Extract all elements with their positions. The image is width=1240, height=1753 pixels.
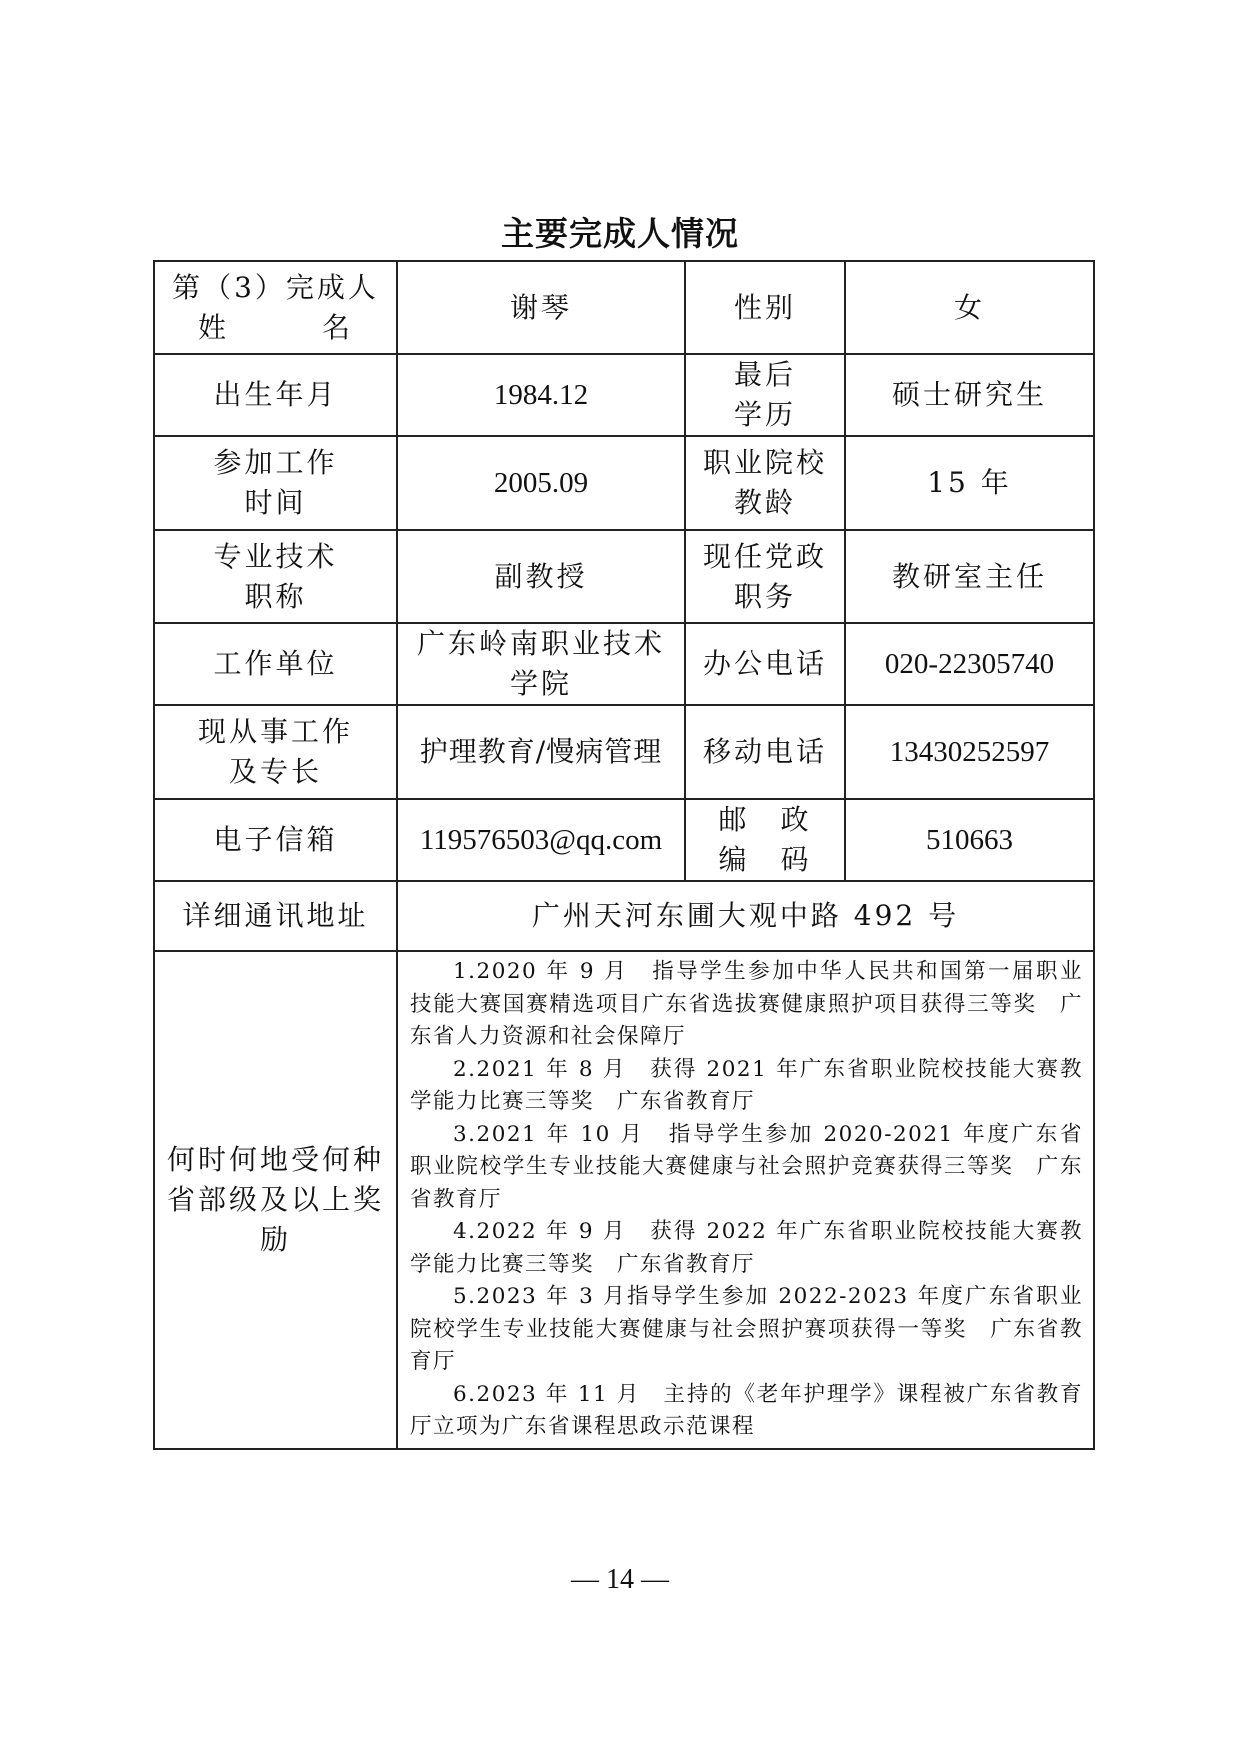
awards-list bbox=[397, 951, 1094, 1449]
table-row bbox=[154, 623, 1094, 705]
specialty-value: 护理教育/慢病管理 bbox=[397, 705, 685, 799]
party-post-label-line1: 现任党政 bbox=[702, 539, 827, 573]
office-phone-value: 020-22305740 bbox=[845, 623, 1094, 705]
table-row bbox=[154, 705, 1094, 799]
teaching-years-label-cell bbox=[685, 436, 845, 530]
name-value: 谢琴 bbox=[397, 261, 685, 354]
employer-value-line1: 广东岭南职业技术 bbox=[416, 627, 665, 660]
prof-title-label-cell bbox=[154, 530, 397, 623]
awards-label-line2: 省部级及以上奖励 bbox=[166, 1182, 384, 1256]
education-label-line2: 学历 bbox=[733, 398, 796, 431]
email-value: 119576503@qq.com bbox=[397, 799, 685, 881]
name-label-cell bbox=[154, 261, 397, 354]
postcode-label-cell bbox=[685, 799, 845, 881]
table-row bbox=[154, 951, 1094, 1449]
prof-title-value: 副教授 bbox=[397, 530, 685, 623]
name-label-line1: 第（3）完成人 bbox=[172, 270, 379, 304]
education-label-cell bbox=[685, 354, 845, 436]
table-row bbox=[154, 354, 1094, 436]
prof-title-label-line2: 职称 bbox=[244, 579, 307, 613]
awards-label-cell bbox=[154, 951, 397, 1449]
teaching-years-label-line2: 教龄 bbox=[733, 486, 796, 519]
award-item: 6.2023 年 11 月 主持的《老年护理学》课程被广东省教育厅立项为广东省课程思政示范课程 bbox=[410, 1381, 1083, 1439]
teaching-years-label-line1: 职业院校 bbox=[702, 446, 827, 479]
email-label: 电子信箱 bbox=[154, 799, 397, 881]
table-row bbox=[154, 799, 1094, 881]
info-table bbox=[153, 260, 1095, 1450]
work-start-label-line1: 参加工作 bbox=[213, 446, 338, 479]
office-phone-label: 办公电话 bbox=[685, 623, 845, 705]
gender-value: 女 bbox=[845, 261, 1094, 354]
gender-label: 性别 bbox=[685, 261, 845, 354]
page-title: 主要完成人情况 bbox=[501, 214, 739, 253]
specialty-label-line2: 及专长 bbox=[228, 755, 322, 788]
postcode-label-line1: 邮 政 bbox=[718, 803, 812, 836]
postcode-value: 510663 bbox=[845, 799, 1094, 881]
specialty-label-line1: 现从事工作 bbox=[197, 715, 353, 748]
work-start-label-line2: 时间 bbox=[244, 486, 307, 519]
awards-label-line1: 何时何地受何种 bbox=[166, 1142, 384, 1176]
page-number: — 14 — bbox=[571, 1564, 669, 1595]
employer-value-cell bbox=[397, 623, 685, 705]
award-item: 2.2021 年 8 月 获得 2021 年广东省职业院校技能大赛教学能力比赛三等奖 广东省教育厅 bbox=[410, 1056, 1083, 1114]
mobile-phone-label: 移动电话 bbox=[685, 705, 845, 799]
table-row bbox=[154, 530, 1094, 623]
employer-label: 工作单位 bbox=[154, 623, 397, 705]
name-label-line2: 姓 名 bbox=[197, 310, 353, 344]
party-post-label-line2: 职务 bbox=[733, 579, 796, 613]
teaching-years-value: 15 年 bbox=[845, 436, 1094, 530]
specialty-label-cell bbox=[154, 705, 397, 799]
award-item: 1.2020 年 9 月 指导学生参加中华人民共和国第一届职业技能大赛国赛精选项目广东省选拔赛健康照护项目获得三等奖 广东省人力资源和社会保障厅 bbox=[410, 959, 1083, 1049]
work-start-label-cell bbox=[154, 436, 397, 530]
table-row bbox=[154, 881, 1094, 951]
postcode-label-line2: 编 码 bbox=[718, 843, 812, 876]
award-item: 5.2023 年 3 月指导学生参加 2022-2023 年度广东省职业院校学生专业技能大赛健康与社会照护赛项获得一等奖 广东省教育厅 bbox=[410, 1284, 1083, 1374]
party-post-value: 教研室主任 bbox=[845, 530, 1094, 623]
birth-value: 1984.12 bbox=[397, 354, 685, 436]
address-value: 广州天河东圃大观中路 492 号 bbox=[397, 881, 1094, 951]
table-row bbox=[154, 261, 1094, 354]
address-label: 详细通讯地址 bbox=[154, 881, 397, 951]
employer-value-line2: 学院 bbox=[509, 667, 572, 700]
work-start-value: 2005.09 bbox=[397, 436, 685, 530]
award-item: 4.2022 年 9 月 获得 2022 年广东省职业院校技能大赛教学能力比赛三等奖 广东省教育厅 bbox=[410, 1219, 1083, 1277]
table-row bbox=[154, 436, 1094, 530]
birth-label: 出生年月 bbox=[154, 354, 397, 436]
education-label-line1: 最后 bbox=[733, 358, 796, 391]
education-value: 硕士研究生 bbox=[845, 354, 1094, 436]
prof-title-label-line1: 专业技术 bbox=[213, 539, 338, 573]
mobile-phone-value: 13430252597 bbox=[845, 705, 1094, 799]
party-post-label-cell bbox=[685, 530, 845, 623]
award-item: 3.2021 年 10 月 指导学生参加 2020-2021 年度广东省职业院校学生专业技能大赛健康与社会照护竞赛获得三等奖 广东省教育厅 bbox=[410, 1121, 1083, 1212]
